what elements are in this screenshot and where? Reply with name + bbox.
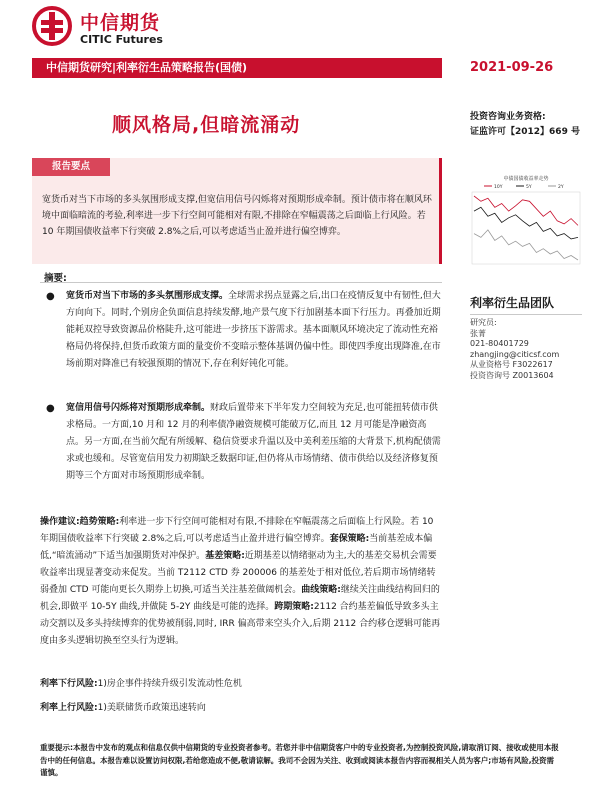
analyst-role: 研究员:: [470, 318, 497, 327]
curve-strategy-label: 曲线策略:: [301, 585, 341, 595]
logo-chinese-name: 中信期货: [80, 12, 161, 34]
yield-chart: [470, 172, 582, 268]
bullet-item: [40, 400, 442, 485]
chart-frame: [472, 192, 580, 264]
risk-text: 1)美联储货币政策迅速转向: [97, 703, 206, 713]
bullet-heading: 宽信用信号闪烁将对预期形成牵制。: [66, 403, 211, 413]
abstract-divider: [40, 282, 442, 283]
risk-text: 1)房企事件持续升级引发流动性危机: [97, 679, 242, 689]
hedge-strategy-text: 当前基差成本偏低,“暗流涌动”下适当加强期货对冲保护。: [40, 534, 433, 561]
bullet-body: 全球需求拐点显露之后,出口在疫情反复中有韧性,但大方向向下。同时,个别房企负面信息持续发酵,地产景气度下行加剧基本面下行压力。再叠加近期能耗双控导致资源品价格陡升,这可能进一步挤压下游需求。基本面顺风环境决定了流动性充裕格局仍将保持,但货币政策方面的量变价不变暗示整体基调仍偏中性。即使四季度出现降准,在市场前期对降准已有较强预期的情况下,存在利好钝化可能。: [66, 291, 441, 369]
series-line-10Y: [474, 196, 578, 225]
bullet-body: 财政后置带来下半年发力空间较为充足,也可能扭转债市供求格局。一方面,10 月和 12 月的利率债净融资规模可能破万亿,而且 12 月可能是净融资高点。另一方面,在当前欠配有所缓解、稳信贷要求升温以及中美利差压缩的大背景下,机构配债需求或也缓和。尽管宽信用发力初期缺乏数据印证,但仍将从市场情绪、债市供给以及经济修复预期等三个方面对市场预期形成牵制。: [66, 403, 441, 481]
basis-strategy-label: 基差策略:: [205, 551, 245, 561]
analyst-info: [470, 318, 559, 381]
summary-box: [32, 158, 442, 264]
trend-strategy-text: 利率进一步下行空间可能相对有限,不排除在窄幅震荡之后面临上行风险。若 10 年期国债收益率下行突破 2.8%之后,可以考虑适当止盈并进行偏空博弈。: [40, 517, 434, 544]
yield-chart-svg: [470, 172, 582, 268]
risk-item: [40, 676, 242, 692]
analyst-name: 张菁: [470, 328, 486, 338]
team-divider: [470, 314, 582, 315]
curve-strategy-text: 继续关注曲线结构回归的机会,即做平 10-5Y 曲线,并做陡 5-2Y 曲线是可能的选择。: [40, 585, 440, 612]
qualification-line: 投资咨询业务资格:: [470, 112, 546, 122]
legend-label-10Y: 10Y: [494, 185, 503, 190]
risk-label: 利率下行风险:: [40, 679, 98, 689]
risk-item: [40, 700, 206, 716]
report-title: 顺风格局,但暗流涌动: [112, 114, 301, 136]
spread-strategy-text: 2112 合约基差偏低导致多头主动交割以及多头持续博弈的优势被削弱,同时, IRR 偏高带来空头介入,后期 2112 合约移仓逻辑可能再度由多头逻辑切换至空头行为逻辑。: [40, 602, 441, 646]
logo-english-name: CITIC Futures: [80, 33, 163, 46]
hedge-strategy-label: 套保策略:: [329, 534, 370, 544]
license-line: 证监许可【2012】669 号: [470, 127, 580, 137]
analyst-cert-advisory: 投资咨询号 Z0013604: [470, 370, 554, 380]
legend-label-2Y: 2Y: [558, 185, 564, 190]
bullet-dot-icon: ●: [46, 291, 55, 302]
trend-strategy-label: 趋势策略:: [79, 517, 120, 527]
disclaimer-footer: 重要提示:本报告中发布的观点和信息仅供中信期货的专业投资者参考。若您并非中信期货客户中的专业投资者,为控制投资风险,请取消订阅、接收或使用本报告中的任何信息。本报告难以设置访问权限,若给您造成不便,敬请谅解。我司不会因为关注、收到或阅读本报告内容而视相关人员为客户;市场有风险,投资需谨慎。: [40, 743, 559, 777]
team-title: 利率衍生品团队: [470, 296, 555, 310]
chart-title: 中债国债收益率走势: [503, 176, 549, 182]
analyst-email[interactable]: zhangjing@citicsf.com: [470, 349, 560, 359]
qualification-block: [470, 110, 580, 140]
analyst-cert-practice: 从业资格号 F3022617: [470, 360, 553, 369]
abstract-label: 摘要:: [44, 273, 67, 284]
citic-emblem-icon: [32, 6, 72, 46]
spread-strategy-label: 跨期策略:: [274, 602, 314, 612]
citic-logo: [32, 6, 192, 50]
ops-label: 操作建议:: [40, 517, 80, 527]
report-date: 2021-09-26: [470, 60, 554, 75]
summary-text: 宽货币对当下市场的多头氛围形成支撑,但宽信用信号闪烁将对预期形成牵制。预计债市将在顺风环境中面临暗流的考验,利率进一步下行空间可能相对有限,不排除在窄幅震荡之后面临上行风险。若 10 年期国债收益率下行突破 2.8%之后,可以考虑适当止盈并进行偏空博弈。: [42, 195, 432, 237]
risk-label: 利率上行风险:: [40, 703, 98, 713]
legend-label-5Y: 5Y: [526, 185, 532, 190]
basis-strategy-text: 近期基差以情绪驱动为主,大的基差交易机会需要收益率出现显著变动来促发。当前 T2112 CTD 券 200006 的基差处于相对低位,若后期市场情绪转弱叠加 CTD 可能向更长久期券上切换,可适当关注基差做阔机会。: [40, 551, 437, 595]
bullet-item: [40, 288, 442, 373]
summary-tag: 报告要点: [32, 158, 110, 176]
analyst-phone: 021-80401729: [470, 339, 529, 348]
bullet-heading: 宽货币对当下市场的多头氛围形成支撑。: [66, 291, 229, 301]
bullet-dot-icon: ●: [46, 403, 55, 414]
report-category-bar: 中信期货研究|利率衍生品策略报告(国债): [32, 58, 442, 78]
operation-advice: [40, 514, 442, 650]
